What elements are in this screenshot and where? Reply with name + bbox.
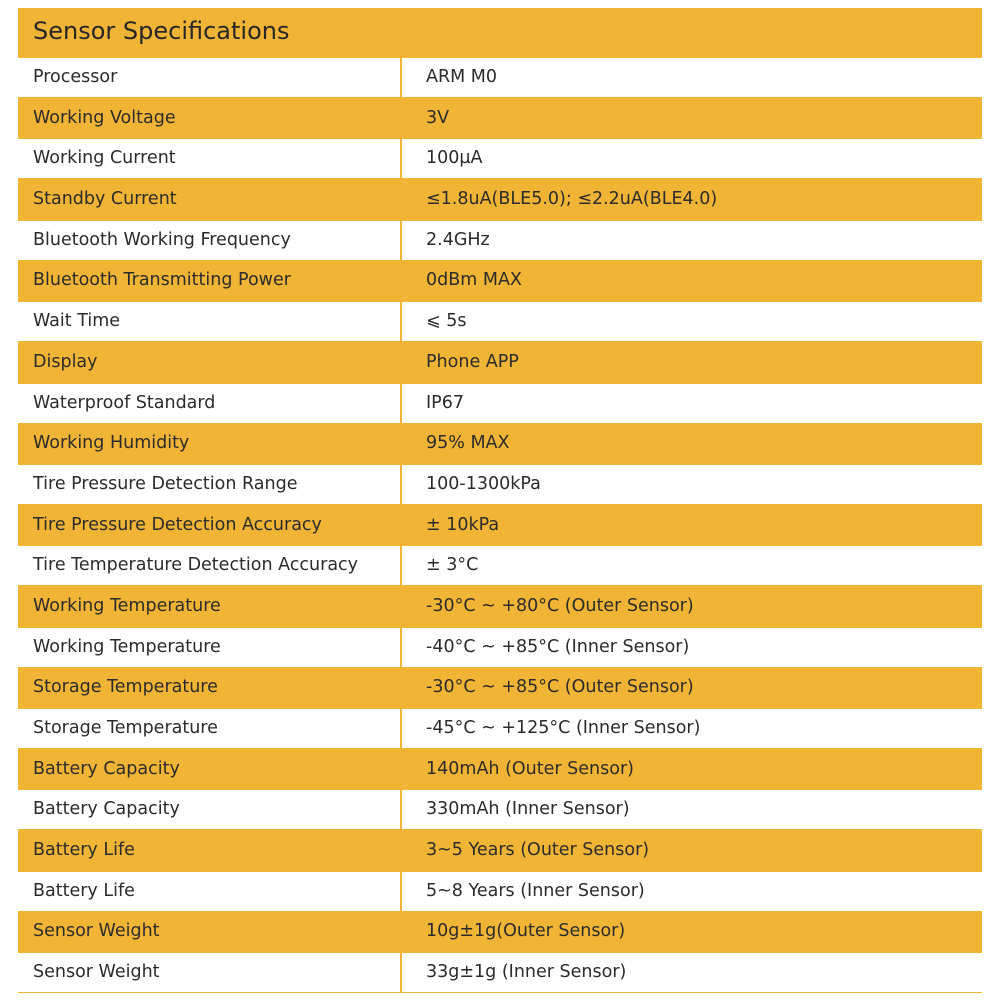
- spec-label: Sensor Weight: [33, 962, 160, 983]
- spec-value: 100µA: [426, 148, 483, 169]
- table-row: [18, 99, 982, 138]
- spec-value: ± 3°C: [426, 555, 479, 576]
- spec-label: Working Temperature: [33, 636, 221, 657]
- spec-value: ARM M0: [426, 67, 498, 87]
- table-row: [18, 221, 982, 260]
- spec-value: -30°C ~ +80°C (Outer Sensor): [426, 595, 694, 616]
- spec-label: Bluetooth Transmitting Power: [33, 270, 291, 291]
- spec-label: Battery Life: [33, 840, 135, 861]
- spec-value: 3V: [426, 107, 450, 128]
- spec-value: 2.4GHz: [426, 229, 490, 250]
- spec-label: Standby Current: [33, 189, 177, 210]
- table-row: [18, 58, 982, 97]
- table-row: [18, 343, 982, 382]
- table-row: [18, 587, 982, 626]
- table-row: [18, 180, 982, 219]
- spec-value: ⩽ 5s: [426, 311, 467, 332]
- spec-label: Bluetooth Working Frequency: [33, 229, 291, 250]
- spec-label: Storage Temperature: [33, 718, 218, 738]
- spec-label: Working Temperature: [33, 595, 221, 616]
- table-row: [18, 953, 982, 992]
- spec-label: Tire Temperature Detection Accuracy: [33, 555, 359, 576]
- table-row: [18, 139, 982, 178]
- table-row: [18, 424, 982, 463]
- spec-value: IP67: [426, 392, 464, 413]
- table-title: Sensor Specifications: [33, 17, 290, 45]
- table-row: [18, 261, 982, 300]
- spec-value: 100-1300kPa: [426, 473, 541, 494]
- table-row: [18, 384, 982, 423]
- table-row: [18, 750, 982, 789]
- spec-label: Storage Temperature: [33, 677, 218, 698]
- table-row: [18, 668, 982, 707]
- spec-value: 140mAh (Outer Sensor): [426, 758, 634, 779]
- spec-label: Wait Time: [33, 311, 121, 332]
- table-row: [18, 790, 982, 829]
- spec-value: 5~8 Years (Inner Sensor): [426, 880, 645, 901]
- spec-table: [18, 8, 982, 993]
- table-row: [18, 302, 982, 341]
- table-row: [18, 709, 982, 748]
- spec-label: Working Humidity: [33, 433, 190, 454]
- spec-label: Battery Capacity: [33, 799, 180, 820]
- spec-value: Phone APP: [426, 351, 519, 372]
- spec-value: -45°C ~ +125°C (Inner Sensor): [426, 718, 701, 738]
- spec-rows: [18, 58, 982, 992]
- spec-label: Battery Capacity: [33, 758, 180, 779]
- table-row: [18, 872, 982, 911]
- spec-value: 10g±1g(Outer Sensor): [426, 921, 626, 942]
- table-row: [18, 546, 982, 585]
- spec-value: ≤1.8uA(BLE5.0); ≤2.2uA(BLE4.0): [426, 189, 718, 210]
- spec-value: 33g±1g (Inner Sensor): [426, 962, 627, 983]
- table-row: [18, 506, 982, 545]
- spec-value: -30°C ~ +85°C (Outer Sensor): [426, 677, 694, 698]
- spec-label: Processor: [33, 67, 118, 87]
- spec-label: Waterproof Standard: [33, 392, 216, 413]
- spec-label: Tire Pressure Detection Accuracy: [33, 514, 322, 535]
- spec-value: 3~5 Years (Outer Sensor): [426, 840, 650, 861]
- spec-label: Battery Life: [33, 880, 135, 901]
- table-row: [18, 465, 982, 504]
- table-row: [18, 831, 982, 870]
- spec-value: ± 10kPa: [426, 514, 500, 535]
- spec-value: 0dBm MAX: [426, 270, 522, 291]
- spec-value: 330mAh (Inner Sensor): [426, 799, 630, 820]
- spec-label: Display: [33, 351, 98, 372]
- spec-label: Tire Pressure Detection Range: [33, 473, 298, 494]
- spec-value: 95% MAX: [426, 433, 510, 454]
- spec-label: Working Voltage: [33, 107, 176, 128]
- table-row: [18, 628, 982, 667]
- spec-value: -40°C ~ +85°C (Inner Sensor): [426, 636, 690, 657]
- spec-label: Working Current: [33, 148, 176, 169]
- table-row: [18, 912, 982, 951]
- spec-label: Sensor Weight: [33, 921, 160, 942]
